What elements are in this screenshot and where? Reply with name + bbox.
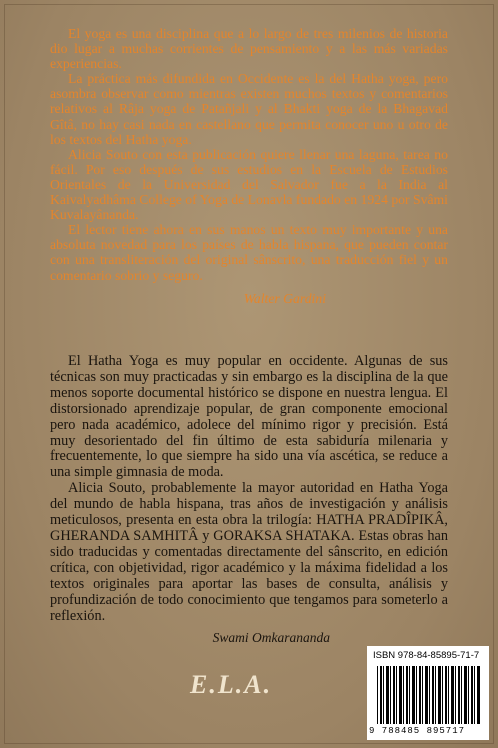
intro-paragraph-2: La práctica más difundida en Occidente es la del Hatha yoga, pero asombra observar como mientras existen muchos textos y comentarios relativos al Râja yoga de Patañjali y al Bhakti yoga de la Bhagavad Gîtâ, no hay casi nada en castellano que permita conocer uno u otro de los textos del Hatha yoga. [50,71,448,147]
intro-signature: Walter Gardini [243,290,326,306]
body-paragraph-2: Alicia Souto, probablemente la mayor autoridad en Hatha Yoga del mundo de habla hispana, tras años de investigación y análisis meticulosos, presenta en esta obra la trilogía: HATHA PRADÎPIKÂ, GHERANDA SAMHITÂ y GORAKSA SHATAKA. Estas obras han sido traducidas y comentadas directamente del sânscrito, en edición crítica, con objetividad, rigor académico y la máxima fidelidad a los textos originales para aportar las bases de consulta, análisis y profundización de todo conocimiento que tengamos para someterlo a reflexión. [50,480,448,624]
isbn-barcode [367,646,489,740]
intro-paragraph-4: El lector tiene ahora en sus manos un texto muy importante y una absoluta novedad para los países de habla hispana, que pueden contar con una transliteración del original sânscrito, una traducción fiel y un comentario sobrio y seguro. [50,222,448,283]
barcode-bars [377,666,481,724]
intro-paragraph-1: El yoga es una disciplina que a lo largo de tres milenios de historia dio lugar a muchas corrientes de pensamiento y a las más variadas experiencias. [50,26,448,72]
intro-text-block [0,26,498,306]
body-signature: Swami Omkarananda [212,630,330,646]
publisher-logo: E.L.A. [190,670,273,699]
body-text-block [0,354,498,646]
isbn-label: ISBN 978-84-85895-71-7 [373,650,480,661]
body-paragraph-1: El Hatha Yoga es muy popular en occidente. Algunas de sus técnicas son muy practicadas y sin embargo es la disciplina de la que menos soporte documental histórico se dispone en nuestra lengua. El distorsionado aprendizaje popular, de gran componente emocional pero nada académico, adolece del mínimo rigor y precisión. Está muy desorientado del fin último de esta sabiduría milenaria y frecuentemente, lo que siempre ha sido una vía ascética, se reduce a una simple gimnasia de moda. [50,353,448,481]
intro-paragraph-3: Alicia Souto con esta publicación quiere llenar una laguna, tarea no fácil. Por eso después de sus estudios en la Escuela de Estudios Orientales de la Universidad del Salvador fue a la India al Kaivalyadhâma College of Yoga de Lonavla fundado en 1924 por Svâmi Kuvalayânanda. [50,146,448,223]
barcode-digits: 9 788485 895717 [369,726,466,736]
